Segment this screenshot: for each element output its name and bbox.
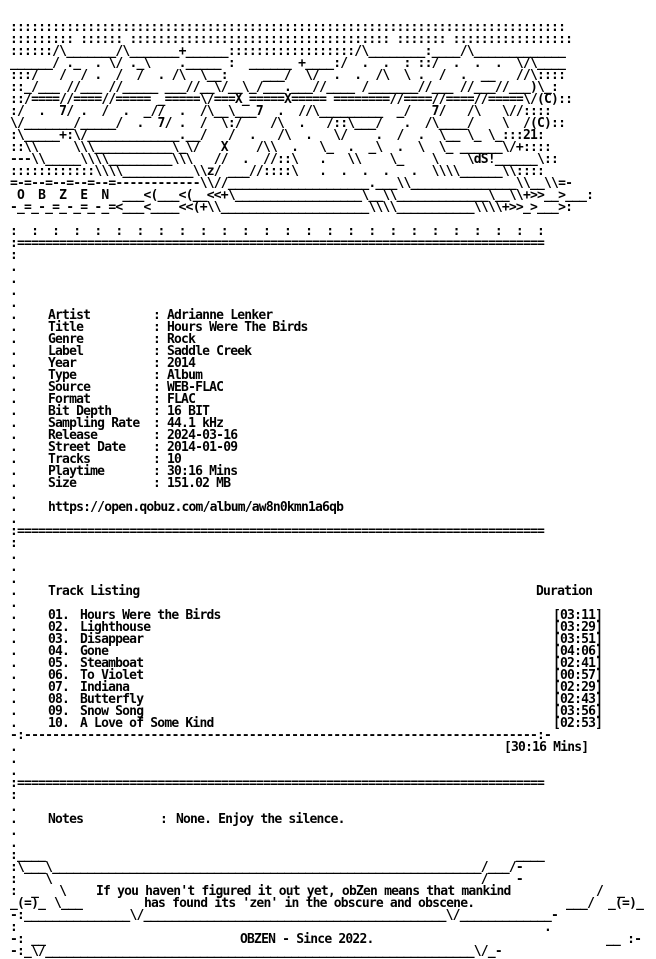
track-row: . 02. Lighthouse [03:29] [10,620,603,635]
track-title: Hours Were the Birds [80,608,221,623]
track-number: 01. [48,608,70,623]
field-label: Sampling Rate [48,416,140,431]
track-number: 07. [48,680,70,695]
footer-art-end: -:_\/_____________________________________________________________\/_- [10,944,502,959]
field-label: Title [48,320,84,335]
field-row: . Release : 2024-03-16 [10,428,238,443]
footer-text-2: has found its 'zen' in the obscure and obscene. [144,896,475,911]
track-title: A Love of Some Kind [80,716,214,731]
spacer: : . . . [10,536,18,587]
eye-left-icon: _(=)_ [10,896,46,911]
field-value: Hours Were The Birds [167,320,308,335]
field-row: . Size : 151.02 MB [10,476,231,491]
nfo-document [10,224,644,959]
tracklist-header: . Track Listing Duration [10,584,593,599]
spacer: . [10,488,18,503]
spacer: : . [10,788,18,815]
field-value: 10 [167,452,182,467]
total-row: . [30:16 Mins] [10,740,589,755]
field-value: 16 BIT [167,404,210,419]
tracklist-heading: Track Listing [48,584,140,599]
field-value: 2024-03-16 [167,428,238,443]
track-number: 09. [48,704,70,719]
field-label: Artist [48,308,91,323]
field-value: Album [167,368,203,383]
footer-art-top: :____ ____ :\___\_____________________________________________________________/___/- : \ / - [10,848,545,887]
field-row: . Type : Album [10,368,203,383]
field-value: WEB-FLAC [167,380,224,395]
field-value: FLAC [167,392,196,407]
track-row: . 06. To Violet [00:57] [10,668,603,683]
field-value: Adrianne Lenker [167,308,273,323]
field-row: . Label : Saddle Creek [10,344,252,359]
track-duration: [03:51] [553,632,603,647]
track-duration: [04:06] [553,644,603,659]
separator-dash: -:-------------------------------------------------------------------------:- [10,728,552,743]
track-title: Gone [80,644,109,659]
field-row: . Street Date : 2014-01-09 [10,440,238,455]
track-number: 06. [48,668,70,683]
signoff-row: -: __ OBZEN - Since 2022. __ :- [10,932,642,947]
footer-line-1: : _ \ If you haven't figured it out yet, obZen means that mankind / _ [10,884,625,899]
track-duration: [02:29] [553,680,603,695]
total-playtime: [30:16 Mins] [504,740,589,755]
field-label: Format [48,392,91,407]
spacer: . [10,512,18,527]
track-number: 10. [48,716,70,731]
field-label: Release [48,428,98,443]
field-label: Genre [48,332,84,347]
field-row: . Bit Depth : 16 BIT [10,404,210,419]
signoff-text: OBZEN - Since 2022. [240,932,374,947]
track-duration: [02:53] [553,716,603,731]
track-title: Indiana [80,680,130,695]
track-row: . 10. A Love of Some Kind [02:53] [10,716,603,731]
spacer: . . [10,824,18,851]
field-row: . Genre : Rock [10,332,196,347]
field-row: . Year : 2014 [10,356,196,371]
field-label: Tracks [48,452,91,467]
field-label: Bit Depth [48,404,112,419]
release-url-row: . https://open.qobuz.com/album/aw8n0kmn1a6qb [10,500,344,515]
field-value: 44.1 kHz [167,416,224,431]
track-title: Disappear [80,632,144,647]
track-list [10,608,603,731]
track-number: 02. [48,620,70,635]
spacer: : . . . . [10,248,18,311]
track-row: . 04. Gone [04:06] [10,644,603,659]
field-row: . Sampling Rate : 44.1 kHz [10,416,224,431]
track-title: Butterfly [80,692,144,707]
field-value: 151.02 MB [167,476,231,491]
field-label: Type [48,368,77,383]
field-label: Street Date [48,440,126,455]
field-label: Size [48,476,77,491]
field-label: Playtime [48,464,105,479]
field-row: . Source : WEB-FLAC [10,380,224,395]
track-title: To Violet [80,668,144,683]
track-row: . 09. Snow Song [03:56] [10,704,603,719]
field-label: Year [48,356,77,371]
header-ascii-art: ::::::::::::::::::::::::::::::::::::::::::::::::::::::::::::::::::::::::::::::: ::::::::: :::::: ::::::::::::::::::::::::::::::::::::: ::::::: ::::::::::::::::: ::::::/\_______/\_______+______::::::::::::::::::/\________:____/\_____________ ______/ ._ . \/ ._\ ._____ : ______ +____:/ . . : ::/ . . . \/\____ :::/ / / . / / . /\ \__: ___/ \/ . . /\ \ . / . __ //\:::: ::_/___ //___ //_____ ___//__\/__\_/___.___//____ /_______//___ //___//___)\_: ::/====//====//===== _=====\/===X_=====X===== ========//====//====//=====\/(C):: :/ . 7/ . / . _// . /\__\___7 . //\_________ _/ 7/ /\ \//:::: \/_______/_____/ . 7/ . / \:/ /\ . /::\___/ . /\____/ \ /(C):: :\_____+:\/_____________.__/ / . /\ . \/ . / . \__ \_ \_:::21: ::\\ \\\___________\_\/ X /\\ . \_ . _\ . \ \_ ______\/+:::: ---\\_____\\\\_________\\\ // . //::\ . \\ \_ \ \dS!______\:: ::::::::::::\\\\__________\\z/ ___//::::\ . . . . . \\\\______\\:::: =-=--=--=--=--=------------\\//____________________.___\\_______________\\__\\=- O B Z E N ___<(___<(__<<+\__________________\__\\_____________\__\\+>>__>___: -_=_-_=_-_=_-_=<___<____<<(+\\_____________________\\\\___________\\\\+>>_>___>: [10,20,594,215]
eye-right-icon: _(=)_ [608,896,644,911]
footer-line-2: _(=)_ \___ has found its 'zen' in the obscure and obscene. ___/ _(=)_ [10,896,644,911]
field-row: . Tracks : 10 [10,452,182,467]
track-title: Steamboat [80,656,144,671]
track-duration: [03:56] [553,704,603,719]
field-row: . Title : Hours Were The Birds [10,320,308,335]
track-row: . 08. Butterfly [02:43] [10,692,603,707]
notes-row: . Notes : None. Enjoy the silence. [10,812,345,827]
track-row: . 07. Indiana [02:29] [10,680,603,695]
track-number: 08. [48,692,70,707]
track-number: 03. [48,632,70,647]
field-value: 30:16 Mins [167,464,238,479]
field-row: . Artist : Adrianne Lenker [10,308,273,323]
spacer: . [10,596,18,611]
track-duration: [00:57] [553,668,603,683]
duration-heading: Duration [536,584,593,599]
track-number: 05. [48,656,70,671]
field-label: Label [48,344,84,359]
track-row: . 01. Hours Were the Birds [03:11] [10,608,603,623]
field-row: . Playtime : 30:16 Mins [10,464,238,479]
separator-double: :=========================================================================== [10,236,545,251]
field-value: Rock [167,332,196,347]
release-info [10,310,558,490]
field-value: 2014-01-09 [167,440,238,455]
field-value: Saddle Creek [167,344,252,359]
notes-label: Notes [48,812,84,827]
separator-double: :=========================================================================== [10,776,545,791]
field-value: 2014 [167,356,196,371]
separator-double: :=========================================================================== [10,524,545,539]
track-duration: [02:43] [553,692,603,707]
footer-text-1: If you haven't figured it out yet, obZen means that mankind [96,884,511,899]
track-title: Lighthouse [80,620,151,635]
separator-top: : : : : : : : : : : : : : : : : : : : : : : : : : : [10,224,545,239]
track-duration: [02:41] [553,656,603,671]
footer-art-bottom: -:_______________\/___________________________________________\/_____________- : . [10,908,559,935]
field-row: . Format : FLAC [10,392,196,407]
track-row: . 03. Disappear [03:51] [10,632,603,647]
field-label: Source [48,380,91,395]
track-row: . 05. Steamboat [02:41] [10,656,603,671]
spacer: . . [10,752,18,779]
track-duration: [03:29] [553,620,603,635]
notes-value: None. Enjoy the silence. [176,812,345,827]
track-number: 04. [48,644,70,659]
track-duration: [03:11] [553,608,603,623]
release-url[interactable]: https://open.qobuz.com/album/aw8n0kmn1a6qb [48,500,344,515]
track-title: Snow Song [80,704,144,719]
